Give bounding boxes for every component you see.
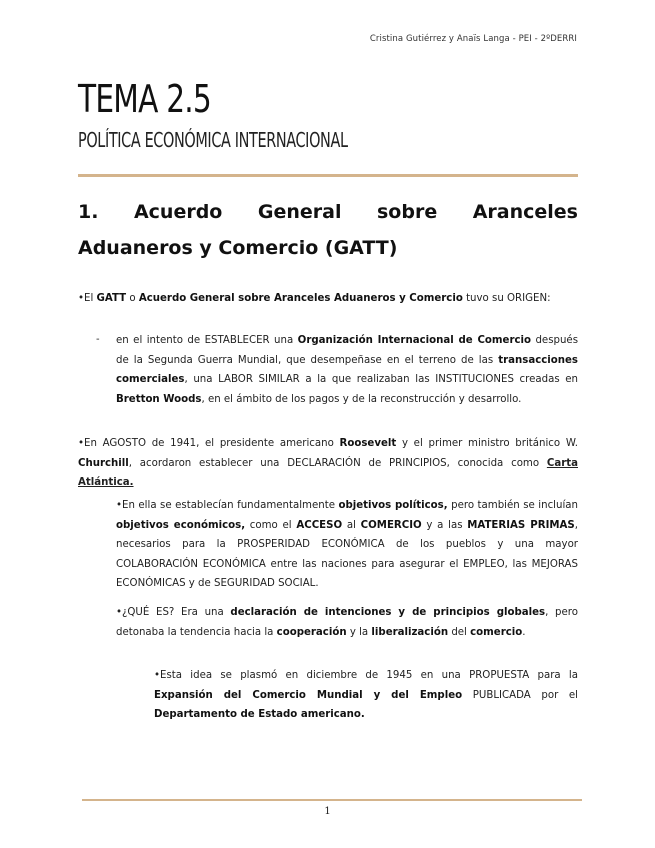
paragraph-carta-atlantica (78, 434, 578, 493)
paragraph-gatt-origin (78, 289, 578, 309)
text: pero también se incluían (447, 500, 578, 511)
text: del (448, 626, 471, 638)
text: al (342, 519, 361, 531)
bold-text: Expansión del Comercio Mundial y del Empleo (154, 689, 463, 701)
bold-text: COMERCIO (360, 519, 422, 531)
text: •En AGOSTO de 1941, el presidente americano (78, 438, 340, 449)
bold-text: Departamento de Estado americano. (154, 709, 365, 720)
list-dash: - (96, 334, 100, 345)
text: y la (346, 626, 372, 638)
paragraph-que-es (116, 603, 578, 642)
text: PUBLICADA por el (462, 689, 579, 701)
text: •¿QUÉ ES? Era una (116, 607, 231, 618)
text: como el (245, 519, 297, 531)
underlined-text: Carta Atlántica. (78, 457, 578, 488)
bold-text: Roosevelt (339, 438, 397, 449)
bold-text: objetivos políticos, (338, 500, 448, 511)
page-number: 1 (324, 806, 331, 817)
text: , pero detonaba la tendencia hacia la (116, 607, 578, 638)
page-subtitle: POLÍTICA ECONÓMICA INTERNACIONAL (78, 128, 348, 152)
header-authors: Cristina Gutiérrez y Anaïs Langa - PEI - 2ºDERRI (369, 34, 577, 44)
text: , necesarios para la PROSPERIDAD ECONÓMICA de los pueblos y una mayor COLABORACIÓN ECONÓMICA entre las naciones para asegurar el EMPLEO, las MEJORAS ECONÓMICAS y de SEGURIDAD SOCIAL. (116, 519, 578, 589)
bold-text: Churchill (78, 457, 129, 469)
text: , acordaron establecer una DECLARACIÓN de PRINCIPIOS, conocida como (128, 457, 547, 469)
section-heading: 1. Acuerdo General sobre Aranceles Aduaneros y Comercio (GATT) (78, 201, 578, 259)
paragraph-propuesta (154, 666, 578, 725)
bold-text: Bretton Woods (116, 393, 202, 405)
text: , una LABOR SIMILAR a la que realizaban las INSTITUCIONES creadas en (184, 374, 578, 385)
bold-text: cooperación (276, 626, 347, 638)
bold-text: GATT (96, 293, 127, 304)
bold-text: Organización Internacional de Comercio (297, 335, 532, 346)
text: y el primer ministro británico W. (396, 438, 578, 449)
bold-text: objetivos económicos, (116, 519, 246, 531)
text: •El (78, 293, 97, 304)
text: o (126, 293, 139, 304)
footer-divider (82, 799, 582, 801)
bold-text: MATERIAS PRIMAS (467, 519, 575, 531)
text: y a las (421, 519, 468, 531)
bold-text: transacciones comerciales (116, 354, 578, 385)
bold-text: ACCESO (296, 519, 343, 531)
title-divider (78, 174, 578, 177)
text: . (522, 626, 526, 638)
text: •Esta idea se plasmó en diciembre de 1945 en una PROPUESTA para la (154, 670, 578, 681)
text: en el intento de ESTABLECER una (116, 335, 298, 346)
page-title: TEMA 2.5 (78, 77, 212, 121)
bold-text: comercio (470, 626, 523, 638)
bold-text: Acuerdo General sobre Aranceles Aduaneros y Comercio (138, 293, 463, 304)
text: después de la Segunda Guerra Mundial, que desempeñase en el terreno de las (116, 335, 579, 366)
paragraph-oic (116, 331, 578, 409)
text: , en el ámbito de los pagos y de la reconstrucción y desarrollo. (201, 393, 522, 405)
text: •En ella se establecían fundamentalmente (116, 500, 339, 511)
bold-text: declaración de intenciones y de principios globales (230, 607, 546, 618)
bold-text: liberalización (371, 626, 449, 638)
paragraph-objetivos (116, 496, 578, 594)
text: tuvo su ORIGEN: (462, 293, 551, 304)
